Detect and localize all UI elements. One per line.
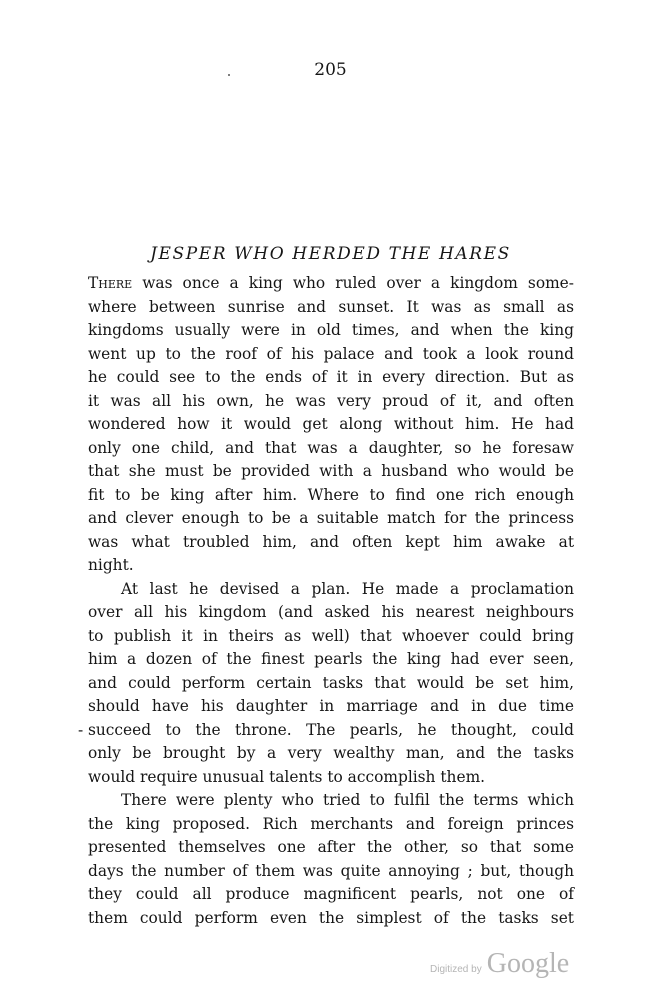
text-line: At last he devised a plan. He made a proclamation [121, 579, 574, 598]
text-line: kingdoms usually were in old times, and when the king [88, 321, 574, 339]
text-line: and clever enough to be a suitable match for the princess [88, 509, 574, 527]
drop-word: There [88, 274, 133, 292]
text-line: only be brought by a very wealthy man, and the tasks [88, 744, 574, 762]
text-line [88, 272, 574, 296]
text-line [78, 719, 574, 743]
text-line: would require unusual talents to accomplish them. [88, 767, 486, 786]
paragraph-3 [88, 789, 574, 930]
text-line: over all his kingdom (and asked his nearest neighbours [88, 603, 574, 621]
text-line: There were plenty who tried to fulfil the terms which [121, 791, 574, 809]
line-text: succeed to the throne. The pearls, he thought, could [88, 720, 574, 739]
text-line: to publish it in theirs as well) that whoever could bring [88, 626, 574, 645]
watermark-prefix: Digitized by [430, 964, 482, 975]
text-line: should have his daughter in marriage and in due time [88, 697, 574, 715]
text-line: they could all produce magnificent pearls, not one of [88, 885, 574, 903]
body-text [78, 272, 574, 930]
google-logo: Google [486, 948, 570, 979]
text-line: him a dozen of the finest pearls the king had ever seen, [88, 650, 574, 668]
page-number: 205 [314, 60, 347, 80]
line-text: was once a king who ruled over a kingdom some- [132, 274, 574, 292]
text-line: where between sunrise and sunset. It was as small as [88, 297, 574, 316]
text-line: and could perform certain tasks that would be set him, [88, 673, 574, 692]
text-line: night. [88, 556, 134, 574]
text-line: went up to the roof of his palace and took a look round [88, 344, 574, 363]
paragraph-1 [88, 272, 574, 578]
text-line: the king proposed. Rich merchants and foreign princes [88, 814, 574, 833]
text-line: presented themselves one after the other, so that some [88, 838, 574, 856]
text-line: them could perform even the simplest of the tasks set [88, 908, 574, 927]
text-line: fit to be king after him. Where to find one rich enough [88, 485, 574, 504]
digitized-by-google-watermark [430, 948, 569, 980]
text-line: only one child, and that was a daughter, so he foresaw [88, 438, 574, 457]
paragraph-2 [78, 578, 574, 790]
text-line: was what troubled him, and often kept him awake at [88, 532, 574, 551]
text-line: wondered how it would get along without him. He had [88, 415, 574, 433]
text-line: he could see to the ends of it in every direction. But as [88, 368, 574, 386]
chapter-title: JESPER WHO HERDED THE HARES [150, 244, 511, 264]
text-line: that she must be provided with a husband who would be [88, 462, 574, 480]
text-line: it was all his own, he was very proud of it, and often [88, 391, 574, 410]
text-line: days the number of them was quite annoying ; but, though [88, 861, 574, 880]
margin-mark: - [78, 720, 84, 739]
